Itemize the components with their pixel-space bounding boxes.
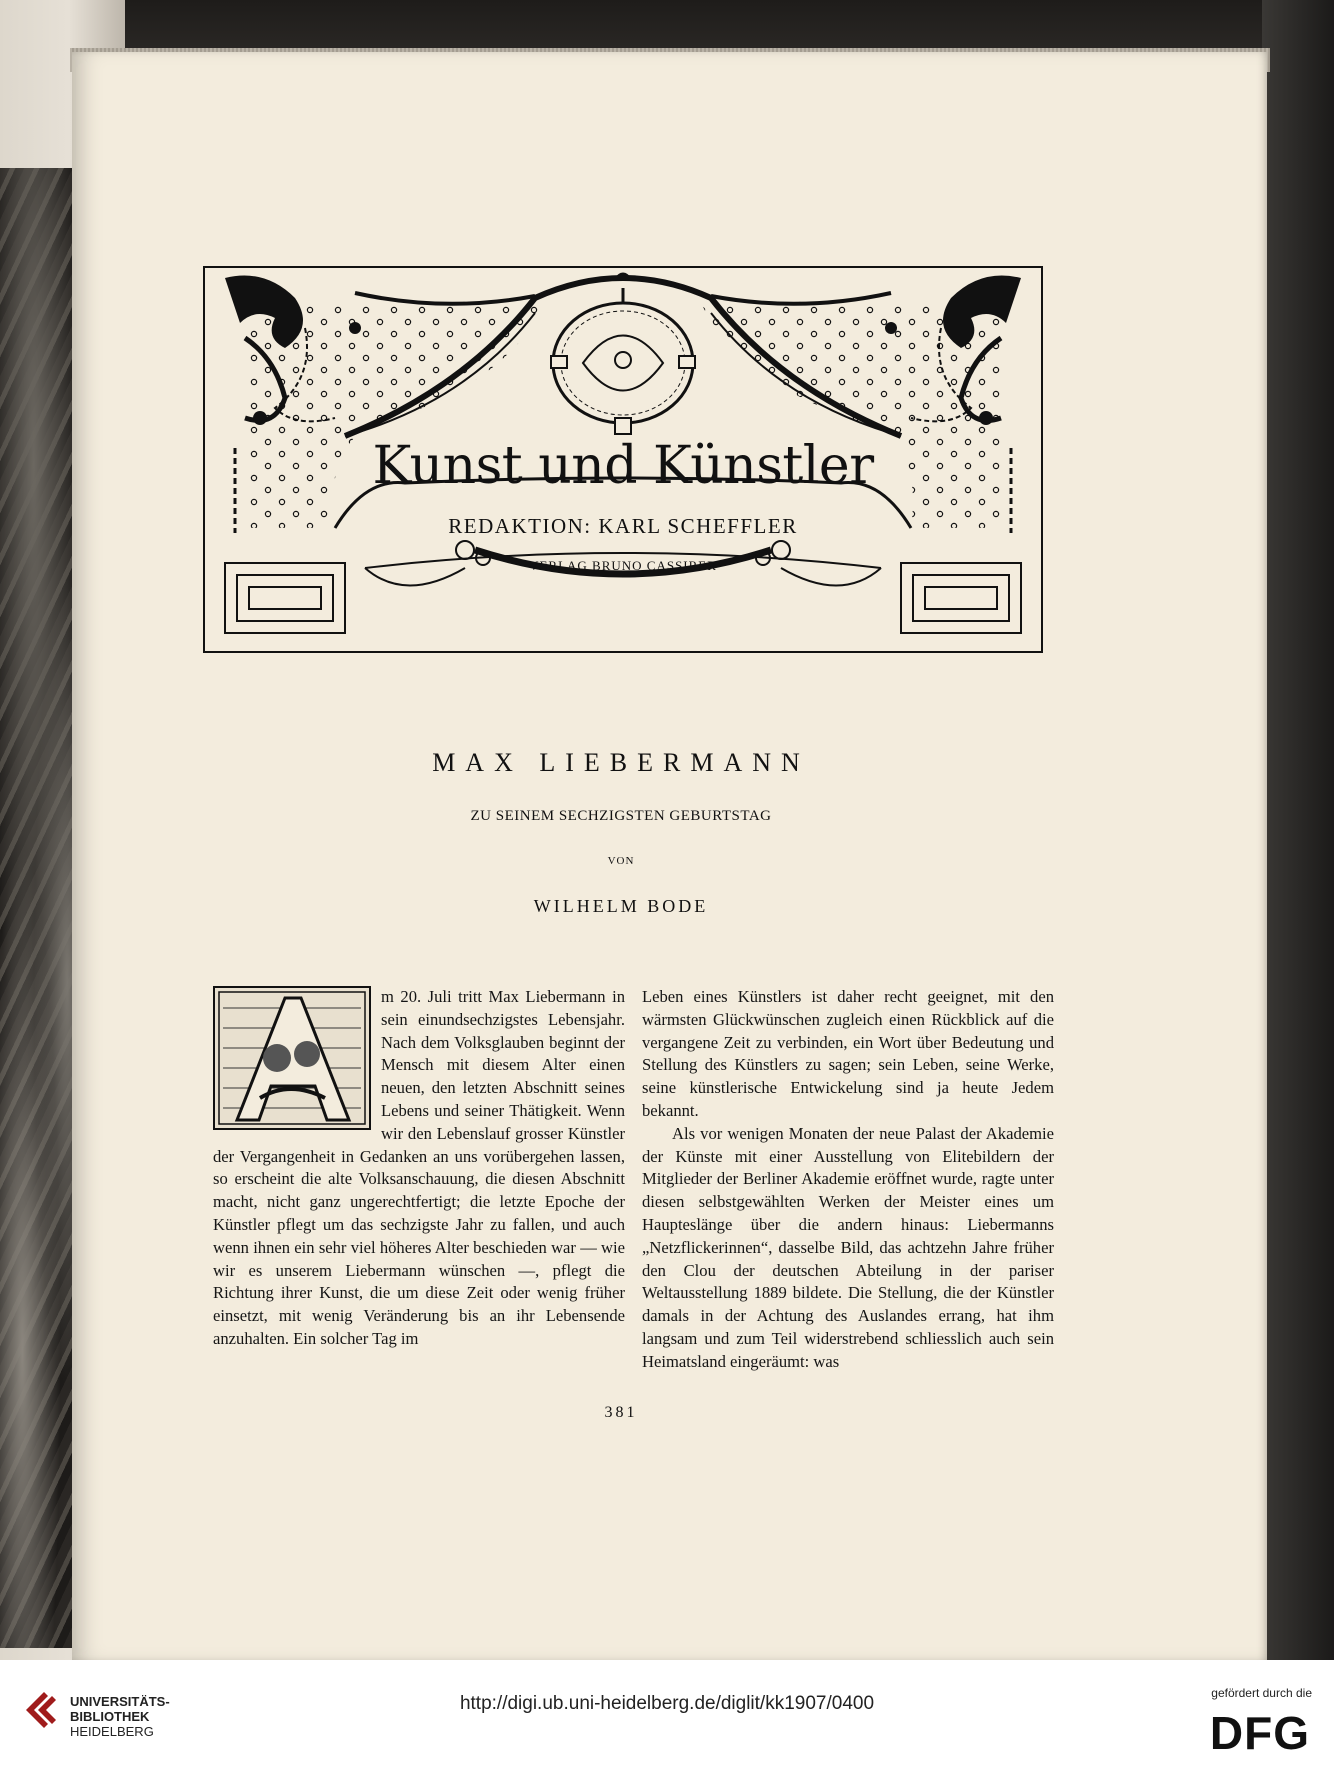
drop-cap-initial-a xyxy=(213,986,371,1130)
paragraph: Als vor wenigen Monaten der neue Palast der Akademie der Künste mit einer Ausstellung von Elitebildern der Mitglieder der Berliner Akademie eröffnet wurde, ragte unter diesen selbstgewählten Werken der Meister eines um Haupteslänge über die andern hinaus: Liebermanns „Netzflickerinnen“, dasselbe Bild, das achtzehn Jahre früher den Clou der deutschen Abteilung in der pariser Weltausstellung 1889 bildete. Die Stellung, die der Künstler damals in der Achtung des Auslandes errang, hat ihm langsam und zum Teil widerstrebend schliesslich auch sein Heimatsland eingeräumt: was xyxy=(642,1123,1054,1371)
editor-credit: REDAKTION: KARL SCHEFFLER xyxy=(448,514,798,538)
funded-by-label: gefördert durch die xyxy=(1211,1686,1312,1700)
scan-edge-right xyxy=(1262,0,1334,1660)
text-column-right xyxy=(642,986,1054,1374)
source-url-link[interactable]: http://digi.ub.uni-heidelberg.de/diglit/kk1907/0400 xyxy=(459,1693,875,1714)
text-column-left xyxy=(213,986,625,1351)
paragraph: m 20. Juli tritt Max Liebermann in sein einundsechzigstes Lebensjahr. Nach dem Volksglauben beginnt der Mensch mit diesem Alter einen neuen, den letzten Abschnitt seines Lebens und seiner Thätigkeit. Wenn wir den Lebenslauf grosser Künstler der Vergangenheit in Gedanken an uns vorübergehen lassen, so erscheint die alte Volksanschauung, die diesen Abschnitt macht, nicht ganz ungerechtfertigt; die letzte Epoche der Künstler pflegt um das sechzigste Jahr zu fallen, und auch wenn ihnen ein sehr viel höheres Alter beschieden war — wie wir es unserem Liebermann wünschen —, pflegt die Richtung ihrer Kunst, die um diese Zeit oder wenig früher einsetzt, mit wenig Veränderung bis an ihr Lebensende anzuhalten. Ein solcher Tag im xyxy=(213,987,625,1348)
masthead-ornament xyxy=(203,266,1043,653)
paragraph: Leben eines Künstlers ist daher recht geeignet, mit den wärmsten Glückwünschen zugleich einen Rückblick auf die vergangene Zeit zu verbinden, ein Wort über Bedeutung und Stellung des Künstlers zu sagen; sein Leben, seine Werke, seine künstlerische Entwickelung sind ja heute Jedem bekannt. xyxy=(642,987,1054,1120)
dfg-logo: DFG xyxy=(1209,1707,1310,1759)
magazine-title: Kunst und Künstler xyxy=(372,436,874,496)
library-name: UNIVERSITÄTS- BIBLIOTHEK HEIDELBERG xyxy=(70,1694,170,1739)
library-banner xyxy=(0,1660,1334,1769)
article-subtitle: ZU SEINEM SECHZIGSTEN GEBURTSTAG xyxy=(470,808,772,824)
page-number: 381 xyxy=(604,1404,638,1421)
publisher-credit: VERLAG BRUNO CASSIRER xyxy=(529,558,717,573)
article-title: MAX LIEBERMANN xyxy=(432,748,810,777)
article-author: WILHELM BODE xyxy=(533,896,709,916)
byline-von: VON xyxy=(607,855,635,867)
